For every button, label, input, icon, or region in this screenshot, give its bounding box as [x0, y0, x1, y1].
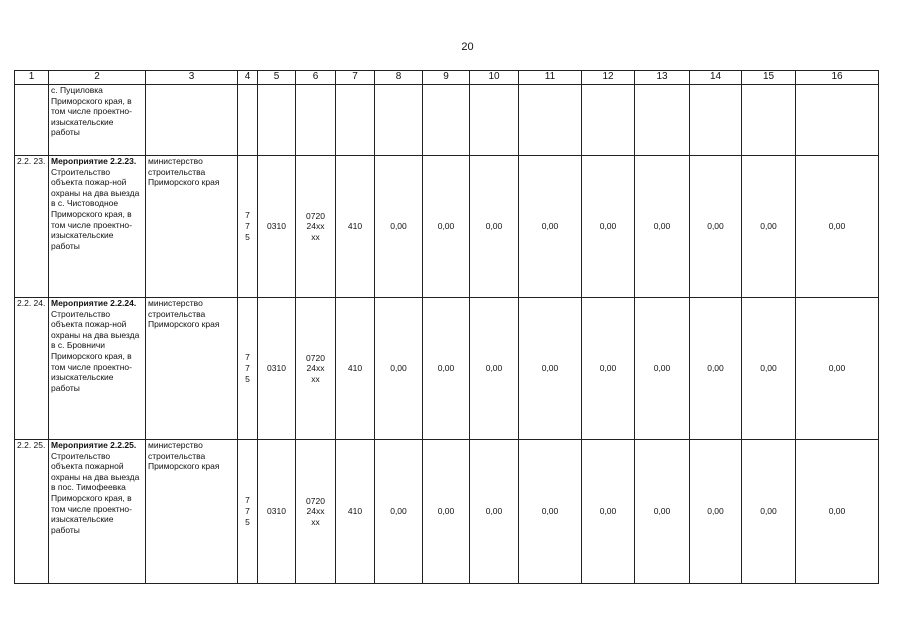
responsible-executor: министерство строительства Приморского края — [148, 298, 220, 330]
section-code: 0310 — [267, 221, 286, 232]
amount-value: 0,00 — [437, 506, 455, 517]
responsible-cell — [146, 85, 238, 156]
amount-cell — [796, 440, 879, 584]
grbs-code: 7 7 5 — [245, 352, 250, 384]
measure-description: с. Пуциловка Приморского края, в том числе проектно-изыскательские работы — [51, 85, 132, 138]
section-cell — [258, 440, 296, 584]
amount-cell — [582, 298, 635, 440]
amount-cell — [582, 85, 635, 156]
target-article-cell — [296, 298, 336, 440]
amount-value: 0,00 — [390, 506, 407, 517]
amount-cell — [375, 298, 423, 440]
amount-cell — [423, 298, 470, 440]
table-row — [15, 440, 879, 584]
amount-value: 0,00 — [653, 363, 671, 374]
grbs-cell — [238, 156, 258, 298]
responsible-cell — [146, 440, 238, 584]
amount-value: 0,00 — [599, 221, 617, 232]
col-header: 6 — [296, 71, 336, 85]
amount-cell — [519, 298, 582, 440]
row-number-cell — [15, 85, 49, 156]
target-article-code: 0720 24xx xx — [306, 495, 325, 527]
responsible-executor: министерство строительства Приморского края — [148, 156, 220, 188]
section-cell — [258, 298, 296, 440]
target-article-code: 0720 24xx xx — [306, 352, 325, 384]
expense-type-code: 410 — [347, 506, 363, 517]
amount-cell — [423, 440, 470, 584]
section-code: 0310 — [267, 506, 286, 517]
amount-value: 0,00 — [653, 506, 671, 517]
amount-cell — [470, 156, 519, 298]
col-header: 5 — [258, 71, 296, 85]
row-number: 2.2. 24. — [17, 298, 46, 308]
section-cell — [258, 156, 296, 298]
measure-description: Строительство объекта пожар-ной охраны на два выезда в с. Бровничи Приморского края, в том числе проектно-изыскательские работы — [51, 308, 140, 393]
amount-cell — [470, 298, 519, 440]
amount-value: 0,00 — [760, 506, 777, 517]
amount-cell — [582, 440, 635, 584]
grbs-cell — [238, 440, 258, 584]
amount-cell — [582, 156, 635, 298]
col-header: 16 — [796, 71, 879, 85]
expense-type-code: 410 — [347, 221, 363, 232]
amount-cell — [423, 85, 470, 156]
amount-cell — [635, 85, 690, 156]
row-number: 2.2. 23. — [17, 156, 46, 166]
amount-value: 0,00 — [707, 221, 724, 232]
amount-cell — [690, 85, 742, 156]
amount-cell — [635, 440, 690, 584]
responsible-executor: министерство строительства Приморского края — [148, 440, 220, 472]
expense-type-cell — [336, 440, 375, 584]
amount-cell — [796, 298, 879, 440]
amount-value: 0,00 — [485, 221, 503, 232]
amount-cell — [375, 85, 423, 156]
amount-value: 0,00 — [760, 221, 777, 232]
amount-cell — [796, 85, 879, 156]
amount-cell — [470, 85, 519, 156]
grbs-cell — [238, 85, 258, 156]
col-header: 13 — [635, 71, 690, 85]
target-article-cell — [296, 156, 336, 298]
grbs-code: 7 7 5 — [245, 495, 250, 527]
amount-value: 0,00 — [599, 506, 617, 517]
amount-value: 0,00 — [541, 363, 559, 374]
measure-description: Строительство объекта пожар-ной охраны на два выезда в с. Чистоводное Приморского края, в том числе проектно-изыскательские работы — [51, 166, 140, 251]
row-number-cell — [15, 440, 49, 584]
col-header: 14 — [690, 71, 742, 85]
amount-value: 0,00 — [485, 506, 503, 517]
responsible-cell — [146, 298, 238, 440]
row-number-cell — [15, 298, 49, 440]
amount-cell — [423, 156, 470, 298]
amount-value: 0,00 — [390, 363, 407, 374]
col-header: 8 — [375, 71, 423, 85]
amount-value: 0,00 — [707, 506, 724, 517]
amount-cell — [635, 156, 690, 298]
col-header: 10 — [470, 71, 519, 85]
col-header: 1 — [15, 71, 49, 85]
amount-cell — [375, 156, 423, 298]
amount-value: 0,00 — [653, 221, 671, 232]
amount-value: 0,00 — [828, 221, 846, 232]
amount-cell — [375, 440, 423, 584]
header-row — [15, 71, 879, 85]
col-header: 12 — [582, 71, 635, 85]
amount-cell — [519, 85, 582, 156]
col-header: 3 — [146, 71, 238, 85]
col-header: 7 — [336, 71, 375, 85]
target-article-cell — [296, 440, 336, 584]
expense-type-cell — [336, 156, 375, 298]
responsible-cell — [146, 156, 238, 298]
amount-value: 0,00 — [828, 363, 846, 374]
measure-description: Строительство объекта пожарной охраны на два выезда в пос. Тимофеевка Приморского края, в том числе проектно-изыскательские работы — [51, 450, 140, 535]
description-cell — [49, 85, 146, 156]
measure-title: Мероприятие 2.2.24. — [51, 298, 137, 308]
expense-type-cell — [336, 298, 375, 440]
page-number: 20 — [461, 41, 474, 53]
amount-value: 0,00 — [599, 363, 617, 374]
amount-cell — [690, 298, 742, 440]
amount-cell — [470, 440, 519, 584]
col-header: 9 — [423, 71, 470, 85]
row-number-cell — [15, 156, 49, 298]
measure-title: Мероприятие 2.2.23. — [51, 156, 137, 166]
amount-cell — [796, 156, 879, 298]
amount-cell — [519, 440, 582, 584]
amount-cell — [742, 156, 796, 298]
budget-table — [14, 70, 879, 584]
section-cell — [258, 85, 296, 156]
grbs-cell — [238, 298, 258, 440]
amount-cell — [742, 298, 796, 440]
amount-value: 0,00 — [485, 363, 503, 374]
amount-cell — [690, 440, 742, 584]
amount-cell — [635, 298, 690, 440]
expense-type-cell — [336, 85, 375, 156]
table-row — [15, 85, 879, 156]
amount-value: 0,00 — [707, 363, 724, 374]
expense-type-code: 410 — [347, 363, 363, 374]
target-article-code: 0720 24xx xx — [306, 210, 325, 242]
amount-value: 0,00 — [760, 363, 777, 374]
amount-value: 0,00 — [437, 363, 455, 374]
col-header: 11 — [519, 71, 582, 85]
description-cell — [49, 298, 146, 440]
amount-cell — [519, 156, 582, 298]
section-code: 0310 — [267, 363, 286, 374]
grbs-code: 7 7 5 — [245, 210, 250, 242]
row-number: 2.2. 25. — [17, 440, 46, 450]
amount-value: 0,00 — [541, 221, 559, 232]
measure-title: Мероприятие 2.2.25. — [51, 440, 137, 450]
description-cell — [49, 440, 146, 584]
target-article-cell — [296, 85, 336, 156]
col-header: 2 — [49, 71, 146, 85]
amount-cell — [742, 440, 796, 584]
description-cell — [49, 156, 146, 298]
amount-value: 0,00 — [541, 506, 559, 517]
amount-value: 0,00 — [437, 221, 455, 232]
amount-value: 0,00 — [828, 506, 846, 517]
col-header: 4 — [238, 71, 258, 85]
amount-cell — [690, 156, 742, 298]
amount-value: 0,00 — [390, 221, 407, 232]
col-header: 15 — [742, 71, 796, 85]
table-row — [15, 156, 879, 298]
table-row — [15, 298, 879, 440]
amount-cell — [742, 85, 796, 156]
